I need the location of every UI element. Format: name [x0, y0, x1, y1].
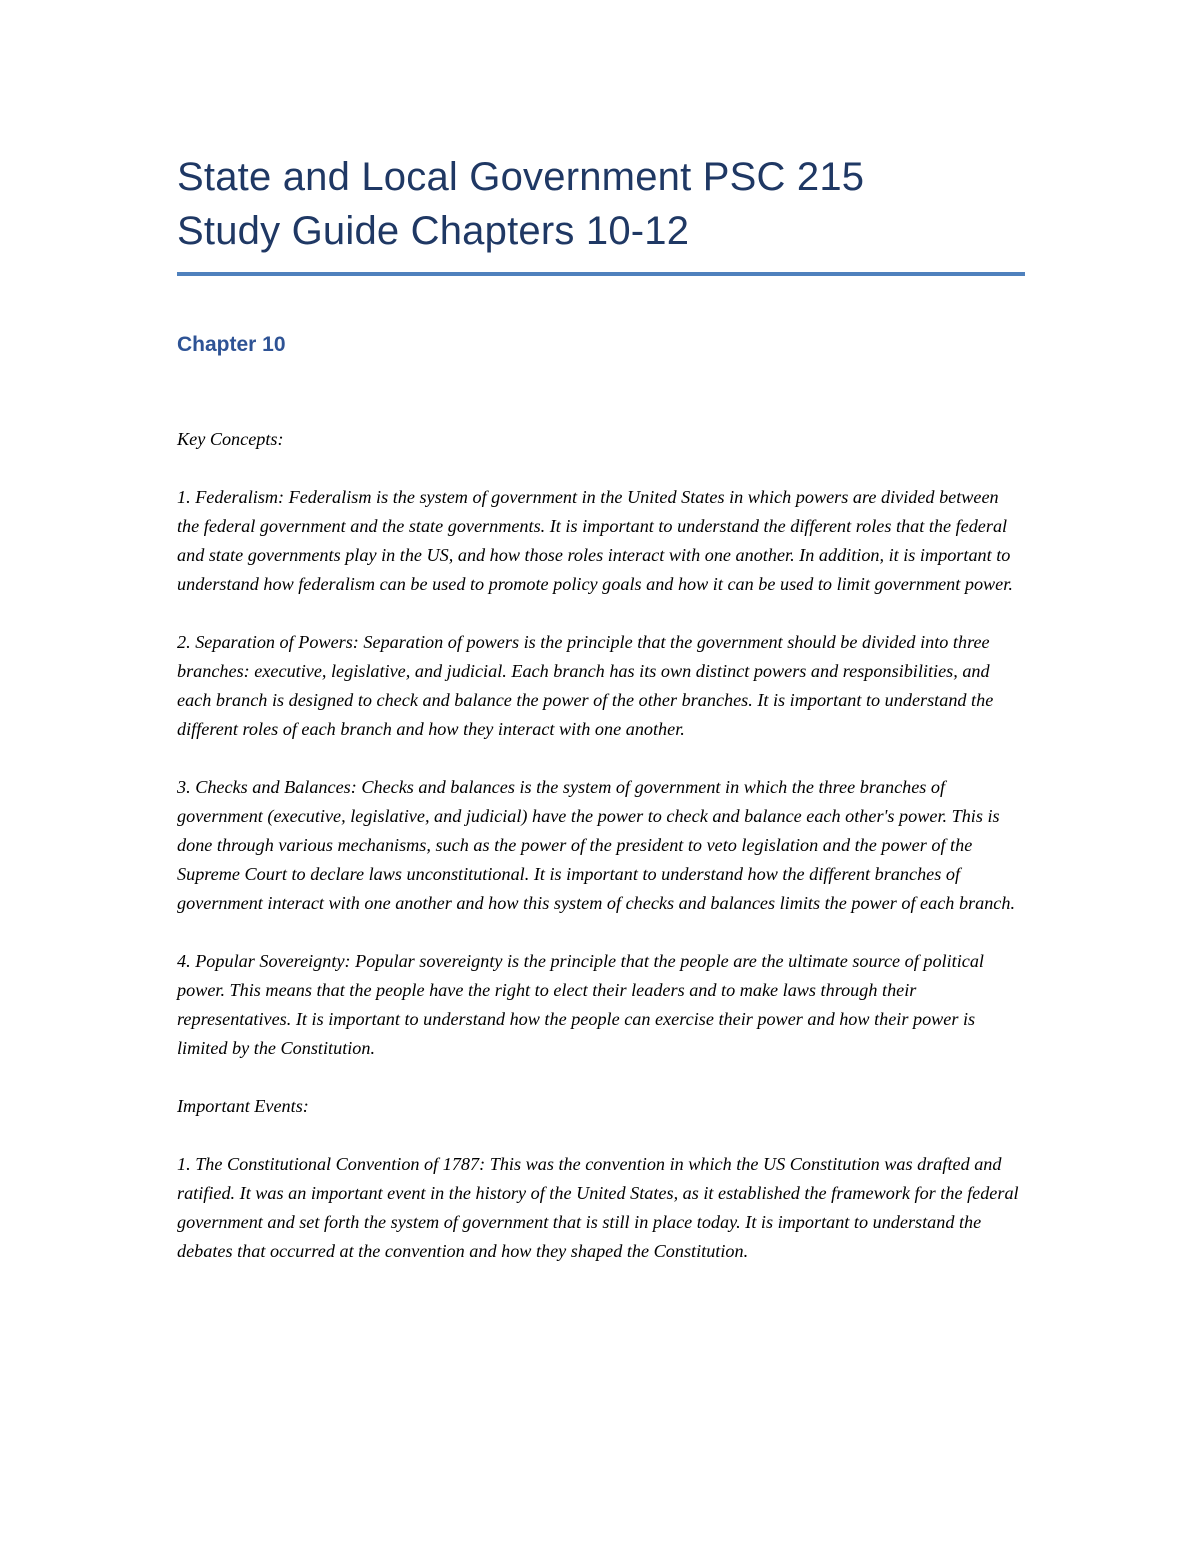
document-content — [177, 150, 1025, 1266]
title-line-1: State and Local Government PSC 215 — [177, 155, 865, 199]
important-events-label: Important Events: — [177, 1096, 309, 1116]
key-concepts-label: Key Concepts: — [177, 429, 284, 449]
chapter-heading: Chapter 10 — [177, 333, 286, 356]
concept-paragraph-separation-of-powers: 2. Separation of Powers: Separation of powers is the principle that the government should be divided into three branches: executive, legislative, and judicial. Each branch has its own distinct powers and responsibilities, and each branch is designed to check and balance the power of the other branches. It is important to understand the different roles of each branch and how they interact with one another. — [177, 632, 994, 739]
title-underline-rule — [177, 272, 1025, 276]
concept-paragraph-popular-sovereignty: 4. Popular Sovereignty: Popular sovereignty is the principle that the people are the ultimate source of political power. This means that the people have the right to elect their leaders and to make laws through their representatives. It is important to understand how the people can exercise their power and how their power is limited by the Constitution. — [177, 951, 984, 1058]
title-line-2: Study Guide Chapters 10-12 — [177, 209, 690, 253]
document-title — [177, 150, 1025, 258]
concept-paragraph-federalism: 1. Federalism: Federalism is the system of government in the United States in which powers are divided between the federal government and the state governments. It is important to understand the different roles that the federal and state governments play in the US, and how those roles interact with one another. In addition, it is important to understand how federalism can be used to promote policy goals and how it can be used to limit government power. — [177, 487, 1013, 594]
event-paragraph-constitutional-convention: 1. The Constitutional Convention of 1787: This was the convention in which the US Constitution was drafted and ratified. It was an important event in the history of the United States, as it established the framework for the federal government and set forth the system of government that is still in place today. It is important to understand the debates that occurred at the convention and how they shaped the Constitution. — [177, 1154, 1019, 1261]
concept-paragraph-checks-and-balances: 3. Checks and Balances: Checks and balances is the system of government in which the three branches of government (executive, legislative, and judicial) have the power to check and balance each other's power. This is done through various mechanisms, such as the power of the president to veto legislation and the power of the Supreme Court to declare laws unconstitutional. It is important to understand how the different branches of government interact with one another and how this system of checks and balances limits the power of each branch. — [177, 777, 1016, 913]
